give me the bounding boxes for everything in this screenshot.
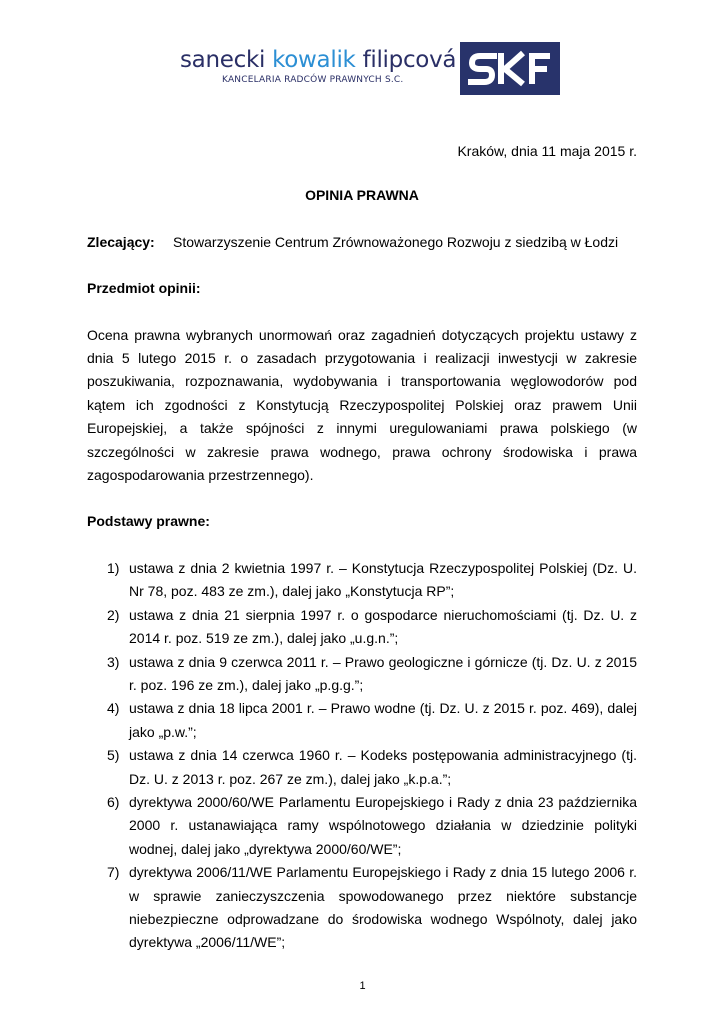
list-item-text: dyrektywa 2000/60/WE Parlamentu Europejskiego i Rady z dnia 23 października 2000 r. ustanawiająca ramy wspólnotowego działania w dziedzinie polityki wodnej, dalej jako „dyrektywa 2000/60/WE”; bbox=[129, 793, 637, 857]
list-item-text: ustawa z dnia 2 kwietnia 1997 r. – Konstytucja Rzeczypospolitej Polskiej (Dz. U. Nr 78, poz. 483 ze zm.), dalej jako „Konstytucja RP”; bbox=[129, 559, 637, 600]
subject-heading: Przedmiot opinii: bbox=[87, 280, 201, 297]
client-label: Zlecający: bbox=[87, 233, 155, 250]
list-item-number: 6) bbox=[107, 793, 120, 810]
list-item-text: ustawa z dnia 21 sierpnia 1997 r. o gospodarce nieruchomościami (tj. Dz. U. z 2014 r. poz. 519 ze zm.), dalej jako „u.g.n.”; bbox=[129, 606, 637, 647]
firm-name bbox=[180, 46, 456, 85]
list-item-number: 2) bbox=[107, 606, 120, 623]
document-title: OPINIA PRAWNA bbox=[305, 187, 419, 204]
list-item bbox=[87, 791, 637, 861]
list-item-number: 3) bbox=[107, 653, 120, 670]
firm-name-filipcova: filipcová bbox=[362, 47, 457, 73]
list-item-text: dyrektywa 2006/11/WE Parlamentu Europejskiego i Rady z dnia 15 lutego 2006 r. w sprawie zanieczyszczenia spowodowanego przez niektóre substancje niebezpieczne odprowadzane do środowiska wodnego Wspólnoty, dalej jako dyrektywa „2006/11/WE”; bbox=[129, 864, 637, 951]
document-body bbox=[87, 140, 637, 955]
list-item bbox=[87, 651, 637, 698]
legal-basis-heading: Podstawy prawne: bbox=[87, 513, 210, 530]
letterhead bbox=[0, 0, 725, 110]
firm-name-sanecki: sanecki bbox=[180, 47, 266, 73]
firm-name-kowalik: kowalik bbox=[272, 47, 356, 73]
skf-logo bbox=[460, 42, 560, 95]
page-number: 1 bbox=[359, 980, 366, 992]
list-item-text: ustawa z dnia 9 czerwca 2011 r. – Prawo geologiczne i górnicze (tj. Dz. U. z 2015 r. poz. 196 ze zm.), dalej jako „p.g.g.”; bbox=[129, 653, 637, 693]
date-line: Kraków, dnia 11 maja 2015 r. bbox=[457, 143, 637, 159]
list-item-number: 1) bbox=[107, 559, 120, 576]
list-item-text: ustawa z dnia 14 czerwca 1960 r. – Kodeks postępowania administracyjnego (tj. Dz. U. z 2013 r. poz. 267 ze zm.), dalej jako „k.p.a.”; bbox=[129, 747, 637, 787]
list-item bbox=[87, 557, 637, 604]
list-item bbox=[87, 604, 637, 651]
list-item bbox=[87, 744, 637, 791]
legal-basis-list bbox=[87, 557, 637, 955]
firm-subtitle: KANCELARIA RADCÓW PRAWNYCH S.C. bbox=[222, 75, 404, 85]
list-item-number: 4) bbox=[107, 700, 120, 717]
list-item-text: ustawa z dnia 18 lipca 2001 r. – Prawo wodne (tj. Dz. U. z 2015 r. poz. 469), dalej jako „p.w.”; bbox=[129, 700, 637, 740]
list-item-number: 5) bbox=[107, 747, 120, 764]
list-item bbox=[87, 861, 637, 955]
list-item bbox=[87, 697, 637, 744]
skf-logo-mark bbox=[460, 42, 560, 95]
client-value: Stowarzyszenie Centrum Zrównoważonego Rozwoju z siedzibą w Łodzi bbox=[173, 233, 619, 250]
client-row bbox=[87, 231, 637, 254]
subject-text: Ocena prawna wybranych unormowań oraz zagadnień dotyczących projektu ustawy z dnia 5 lutego 2015 r. o zasadach przygotowania i realizacji inwestycji w zakresie poszukiwania, rozpoznawania, wydobywania i transportowania węglowodorów pod kątem ich zgodności z Konstytucją Rzeczypospolitej Polskiej oraz prawem Unii Europejskiej, a także spójności z innymi uregulowaniami prawa polskiego (w szczególności w zakresie prawa wodnego, prawa ochrony środowiska i prawa zagospodarowania przestrzennego). bbox=[87, 326, 637, 484]
list-item-number: 7) bbox=[107, 864, 120, 881]
